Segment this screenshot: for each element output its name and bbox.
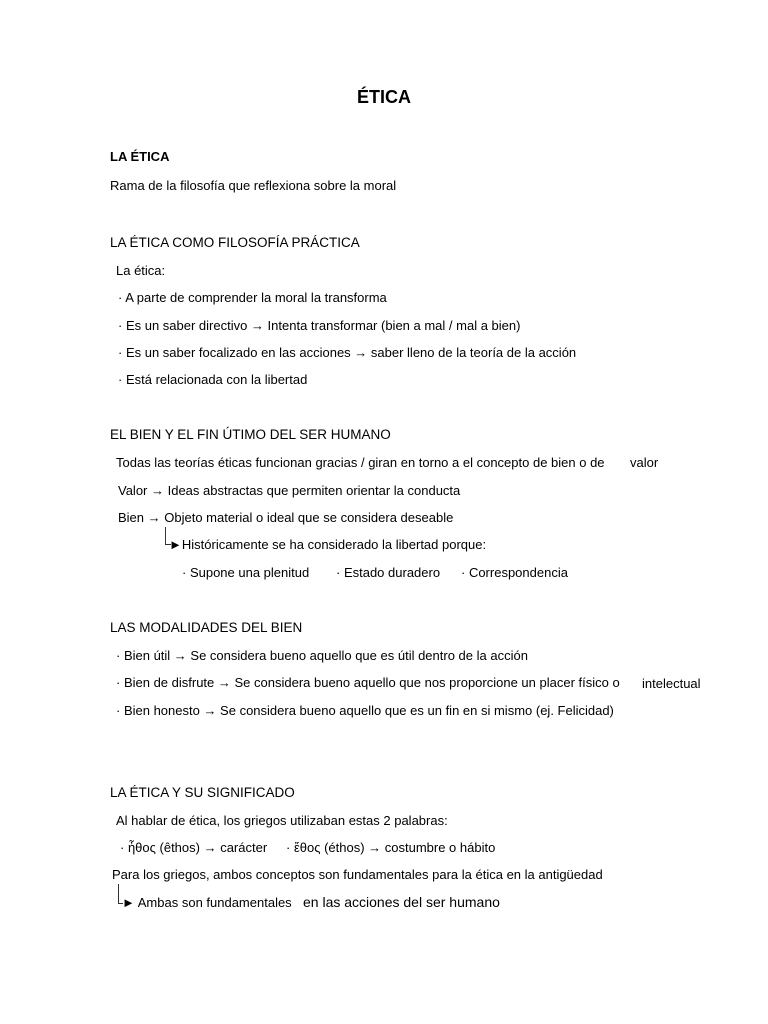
sub-note: ► Ambas son fundamentales	[122, 895, 292, 910]
list-item: · A parte de comprender la moral la transforma	[118, 290, 387, 305]
list-item: · Es un saber focalizado en las acciones → saber lleno de la teoría de la acción	[118, 345, 577, 360]
valor-line: Valor → Ideas abstractas que permiten orientar la conducta	[118, 483, 461, 498]
list-item-tail: intelectual	[642, 676, 701, 691]
list-item: · Bien honesto → Se considera bueno aquello que es un fin en si mismo (ej. Felicidad)	[116, 703, 614, 718]
theory-line: Todas las teorías éticas funcionan gracias / giran en torno a el concepto de bien o de	[116, 455, 605, 470]
list-item: · Bien útil → Se considera bueno aquello que es útil dentro de la acción	[116, 648, 528, 663]
intro-line: La ética:	[116, 263, 166, 278]
theory-line-tail: valor	[630, 455, 659, 470]
greek-word: · ἔθος (éthos) → costumbre o hábito	[286, 840, 496, 855]
sub-note: ►Históricamente se ha considerado la libertad porque:	[169, 537, 487, 552]
summary-line: Para los griegos, ambos conceptos son fundamentales para la ética en la antigüedad	[112, 867, 603, 882]
bien-line: Bien → Objeto material o ideal que se considera deseable	[118, 510, 454, 525]
list-item: · Es un saber directivo → Intenta transformar (bien a mal / mal a bien)	[118, 318, 521, 333]
intro-line: Al hablar de ética, los griegos utilizaban estas 2 palabras:	[116, 813, 448, 828]
section-heading-modalidades: LAS MODALIDADES DEL BIEN	[110, 620, 303, 635]
section-heading-la-etica: LA ÉTICA	[110, 149, 170, 164]
list-item: · Está relacionada con la libertad	[118, 372, 308, 387]
section-heading-filosofia-practica: LA ÉTICA COMO FILOSOFÍA PRÁCTICA	[110, 235, 360, 250]
point-item: · Correspondencia	[461, 565, 568, 580]
point-item: · Estado duradero	[336, 565, 441, 580]
page-title: ÉTICA	[357, 87, 411, 107]
point-item: · Supone una plenitud	[182, 565, 310, 580]
sub-note-tail: en las acciones del ser humano	[303, 894, 500, 910]
section-heading-el-bien: EL BIEN Y EL FIN ÚTIMO DEL SER HUMANO	[110, 427, 391, 442]
greek-word: · ἦθος (êthos) → carácter	[120, 840, 268, 855]
definition-line: Rama de la filosofía que reflexiona sobre la moral	[110, 178, 397, 193]
section-heading-significado: LA ÉTICA Y SU SIGNIFICADO	[110, 785, 295, 800]
list-item: · Bien de disfrute → Se considera bueno aquello que nos proporcione un placer físico o	[116, 675, 620, 690]
